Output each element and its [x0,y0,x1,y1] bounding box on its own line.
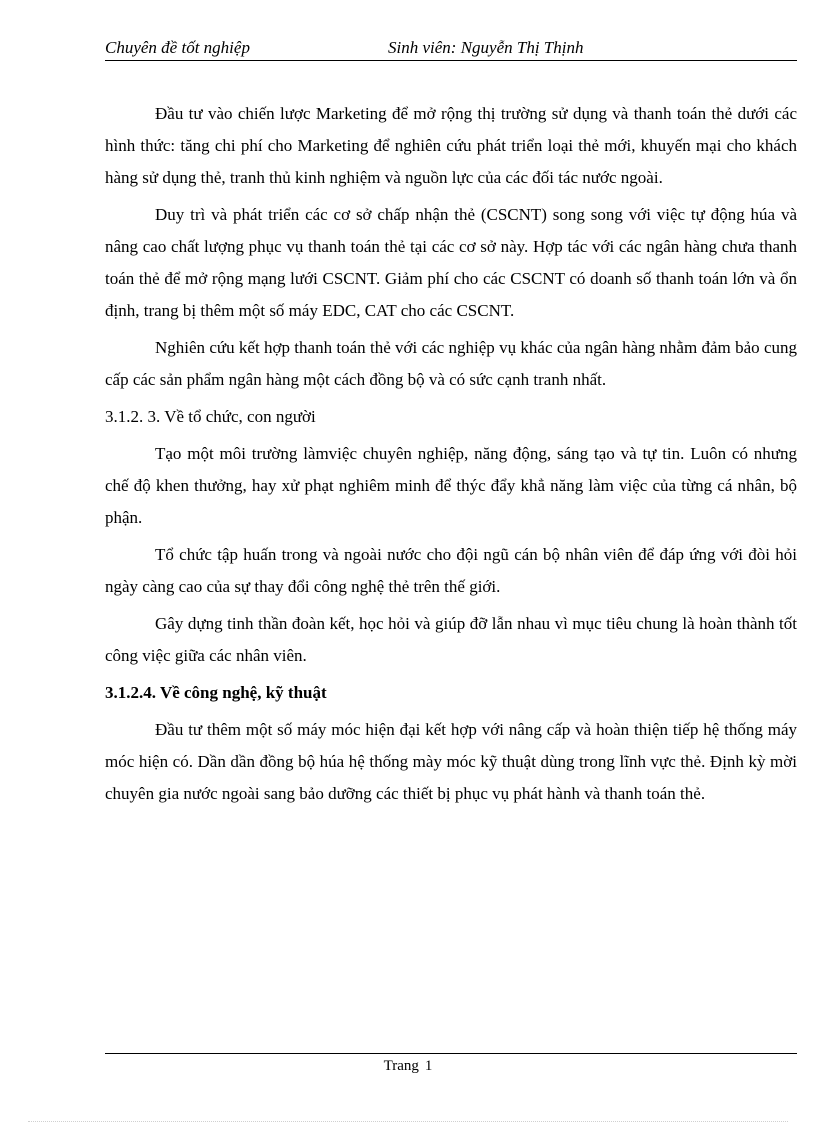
header-title: Chuyên đề tốt nghiệp [105,38,250,57]
paragraph: Tổ chức tập huấn trong và ngoài nước cho đội ngũ cán bộ nhân viên để đáp ứng với đòi hỏi ngày càng cao của sự thay đổi công nghệ thẻ trên thế giới. [105,545,797,596]
page-number [0,1058,816,1075]
paragraph: Tạo một môi trường làmviệc chuyên nghiệp, năng động, sáng tạo và tự tin. Luôn có nhưng chế độ khen thưởng, hay xử phạt nghiêm minh để thýc đẩy khẳ năng làm việc của từng cá nhân, bộ phận. [105,444,797,527]
footer-divider [105,1053,797,1054]
page-number-value: 1 [424,1058,433,1074]
paragraph: Duy trì và phát triển các cơ sở chấp nhận thẻ (CSCNT) song song với việc tự động húa và nâng cao chất lượng phục vụ thanh toán thẻ tại các cơ sở này. Hợp tác với các ngân hàng chưa thanh toán thẻ để mở rộng mạng lưới CSCNT. Giảm phí cho các CSCNT có doanh số thanh toán lớn và ổn định, trang bị thêm một số máy EDC, CAT cho các CSCNT. [105,205,797,320]
paragraph: Đầu tư vào chiến lược Marketing để mở rộng thị trường sử dụng và thanh toán thẻ dưới các hình thức: tăng chi phí cho Marketing để nghiên cứu phát triển loại thẻ mới, khuyến mại cho khách hàng sử dụng thẻ, tranh thủ kinh nghiệm và nguồn lực của các đối tác nước ngoài. [105,104,797,187]
header-student-name: Sinh viên: Nguyễn Thị Thịnh [388,38,584,57]
page-header [105,38,797,61]
section-heading: 3.1.2. 3. Về tổ chức, con người [105,407,316,426]
paragraph: Nghiên cứu kết hợp thanh toán thẻ với các nghiệp vụ khác của ngân hàng nhằm đảm bảo cung cấp các sản phẩm ngân hàng một cách đồng bộ và có sức cạnh tranh nhất. [105,338,797,389]
paragraph: Đầu tư thêm một số máy móc hiện đại kết hợp với nâng cấp và hoàn thiện tiếp hệ thống máy móc hiện có. Dần dần đồng bộ húa hệ thống mày móc kỹ thuật dùng trong lĩnh vực thẻ. Định kỳ mời chuyên gia nước ngoài sang bảo dưỡng các thiết bị phục vụ phát hành và thanh toán thẻ. [105,720,797,803]
page-label: Trang [383,1058,419,1074]
page-edge [28,1121,788,1122]
paragraph: Gây dựng tinh thần đoàn kết, học hỏi và giúp đỡ lẫn nhau vì mục tiêu chung là hoàn thành tốt công việc giữa các nhân viên. [105,614,797,665]
document-body [105,98,797,815]
section-heading-bold: 3.1.2.4. Về công nghệ, kỹ thuật [105,683,327,702]
